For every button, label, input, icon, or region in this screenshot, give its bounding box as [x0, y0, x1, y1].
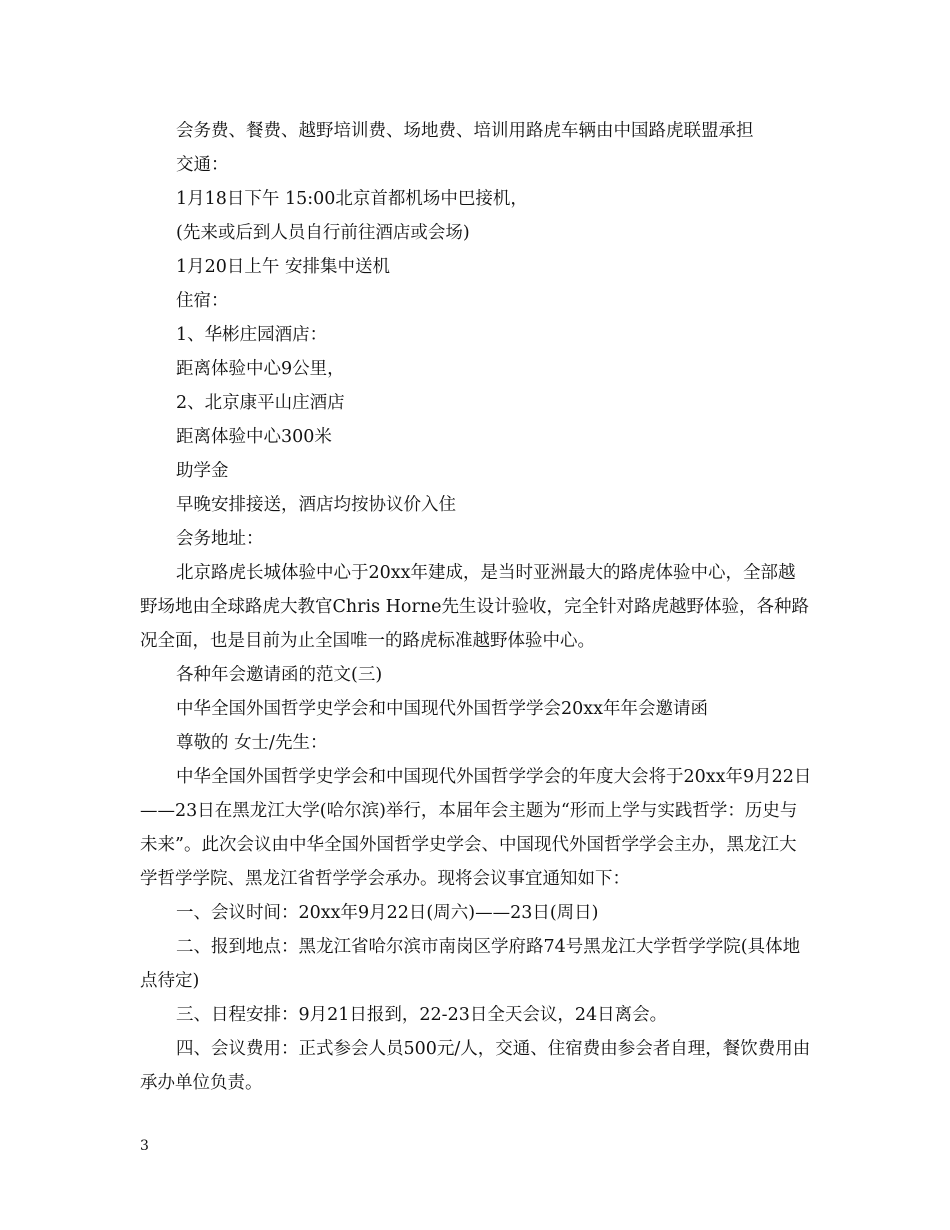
paragraph-dropoff: 1月20日上午 安排集中送机 — [176, 257, 390, 277]
paragraph-hotel-1: 1、华彬庄园酒店： — [176, 325, 328, 345]
paragraph-scholarship: 助学金 — [176, 461, 229, 481]
page-number: 3 — [140, 1138, 149, 1154]
paragraph-hotel-2-distance: 距离体验中心300米 — [176, 427, 332, 447]
paragraph-meeting-time: 一、会议时间：20xx年9月22日(周六)——23日(周日) — [176, 903, 599, 923]
paragraph-registration-location: 二、报到地点：黑龙江省哈尔滨市南岗区学府路74号黑龙江大学哲学学院(具体地点待定) — [140, 937, 801, 991]
paragraph-self-travel: (先来或后到人员自行前往酒店或会场) — [176, 223, 470, 243]
paragraph-pickup: 1月18日下午 15:00北京首都机场中巴接机， — [176, 189, 528, 209]
document-body — [140, 114, 812, 1100]
paragraph-schedule: 三、日程安排：9月21日报到，22-23日全天会议，24日离会。 — [176, 1005, 668, 1025]
paragraph-venue-heading: 会务地址： — [176, 529, 264, 549]
paragraph-invitation-body: 中华全国外国哲学史学会和中国现代外国哲学学会的年度大会将于20xx年9月22日——23日在黑龙江大学(哈尔滨)举行，本届年会主题为“形而上学与实践哲学：历史与未来”。此次会议由中华全国外国哲学史学会、中国现代外国哲学学会主办，黑龙江大学哲学学院、黑龙江省哲学学会承办。现将会议事宜通知如下： — [140, 767, 812, 889]
paragraph-transport-heading: 交通： — [176, 155, 229, 175]
paragraph-venue-description: 北京路虎长城体验中心于20xx年建成，是当时亚洲最大的路虎体验中心，全部越野场地由全球路虎大教官Chris Horne先生设计验收，完全针对路虎越野体验，各种路况全面，也是目前为止全国唯一的路虎标准越野体验中心。 — [140, 563, 809, 651]
paragraph-hotel-2: 2、北京康平山庄酒店 — [176, 393, 345, 413]
paragraph-lodging-heading: 住宿： — [176, 291, 229, 311]
paragraph-fees: 会务费、餐费、越野培训费、场地费、培训用路虎车辆由中国路虎联盟承担 — [176, 121, 754, 141]
paragraph-meeting-fees: 四、会议费用：正式参会人员500元/人，交通、住宿费由参会者自理，餐饮费用由承办单位负责。 — [140, 1039, 811, 1093]
paragraph-hotel-1-distance: 距离体验中心9公里， — [176, 359, 345, 379]
paragraph-section-title: 各种年会邀请函的范文(三) — [176, 665, 383, 685]
paragraph-shuttle: 早晚安排接送，酒店均按协议价入住 — [176, 495, 456, 515]
paragraph-invitation-title: 中华全国外国哲学史学会和中国现代外国哲学学会20xx年年会邀请函 — [176, 699, 709, 719]
paragraph-salutation: 尊敬的 女士/先生： — [176, 733, 328, 753]
